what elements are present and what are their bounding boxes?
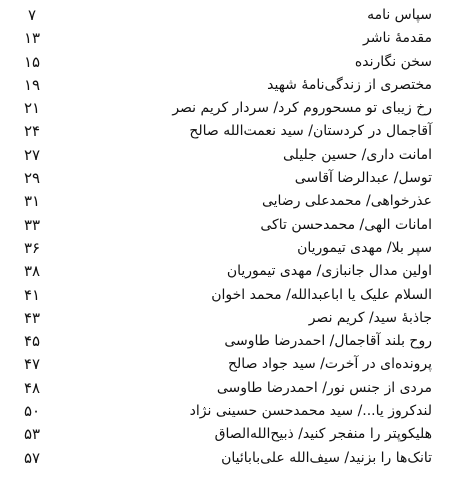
toc-entry-page-number: ۳۶: [23, 238, 41, 257]
toc-entry-title: اولین مدال جانبازی/ مهدی تیموریان: [226, 263, 432, 280]
toc-entry-page-number: ۲۹: [23, 169, 41, 188]
toc-entry-title: رخ زیبای تو مسحوروم کرد/ سردار کریم نصر: [172, 100, 432, 117]
toc-entry-page-number: ۷: [27, 6, 37, 24]
toc-entry-title: مختصری از زندگی‌نامهٔ شهید: [267, 76, 432, 93]
toc-entry-page-number: ۴۷: [23, 355, 41, 374]
toc-entry: [0, 120, 452, 143]
toc-entry-title: جاذبهٔ سید/ کریم نصر: [308, 309, 432, 326]
toc-entry-title: روح بلند آقاجمال/ احمدرضا طاوسی: [224, 333, 432, 350]
toc-entry: [0, 330, 452, 353]
toc-entry: [0, 423, 452, 446]
toc-entry-page-number: ۳۸: [23, 262, 41, 281]
toc-entry-page-number: ۴۳: [23, 308, 41, 327]
toc-entry-page-number: ۵۳: [23, 425, 41, 444]
toc-entry-title: مردی از جنس نور/ احمدرضا طاوسی: [216, 379, 432, 396]
toc-entry-page-number: ۱۳: [23, 29, 41, 48]
toc-entry-page-number: ۳۱: [23, 192, 41, 211]
toc-entry-page-number: ۱۵: [23, 52, 41, 71]
toc-entry: [0, 97, 452, 120]
toc-entry-title: آقاجمال در کردستان/ سید نعمت‌الله صالح: [189, 123, 432, 140]
toc-entry-title: مقدمهٔ ناشر: [362, 30, 432, 47]
toc-entry: [0, 74, 452, 97]
toc-entry: [0, 51, 452, 74]
toc-entry-page-number: ۳۳: [23, 215, 41, 234]
toc-entry: [0, 144, 452, 167]
table-of-contents: [0, 4, 452, 470]
toc-entry-title: عذرخواهی/ محمدعلی رضایی: [261, 193, 432, 210]
toc-entry: [0, 4, 452, 27]
toc-entry-title: السلام علیک یا اباعبدالله/ محمد اخوان: [211, 286, 432, 303]
toc-entry-title: امانت داری/ حسین جلیلی: [282, 146, 432, 163]
toc-entry-title: پرونده‌ای در آخرت/ سید جواد صالح: [228, 356, 432, 373]
toc-entry-page-number: ۲۱: [23, 99, 41, 118]
toc-entry-title: سخن نگارنده: [354, 53, 432, 70]
toc-entry: [0, 27, 452, 50]
toc-entry-title: سپاس نامه: [367, 7, 432, 23]
toc-entry: [0, 447, 452, 470]
toc-entry-page-number: ۴۸: [23, 378, 41, 397]
toc-entry: [0, 377, 452, 400]
toc-entry-title: سپر بلا/ مهدی تیموریان: [297, 239, 432, 256]
toc-entry-page-number: ۵۰: [23, 402, 41, 421]
toc-entry-page-number: ۵۷: [23, 448, 41, 467]
toc-entry-title: امانات الهی/ محمدحسن تاکی: [260, 216, 432, 233]
toc-entry: [0, 190, 452, 213]
toc-entry-page-number: ۴۵: [23, 332, 41, 351]
toc-entry: [0, 167, 452, 190]
toc-entry: [0, 284, 452, 307]
toc-entry-page-number: ۲۷: [23, 145, 41, 164]
toc-entry: [0, 353, 452, 376]
toc-entry-title: هلیکوپتر را منفجر کنید/ ذبیح‌الله‌الصاق: [214, 426, 432, 443]
toc-entry-title: لندکروز یا.../ سید محمدحسن حسینی نژاد: [189, 403, 432, 420]
toc-entry-page-number: ۱۹: [23, 75, 41, 94]
toc-entry-title: توسل/ عبدالرضا آقاسی: [294, 170, 432, 187]
toc-entry-title: تانک‌ها را بزنید/ سیف‌الله علی‌بابائیان: [221, 449, 432, 466]
toc-entry-page-number: ۲۴: [23, 122, 41, 141]
toc-entry: [0, 214, 452, 237]
toc-entry: [0, 307, 452, 330]
toc-entry: [0, 260, 452, 283]
toc-entry: [0, 237, 452, 260]
toc-entry: [0, 400, 452, 423]
toc-entry-page-number: ۴۱: [23, 285, 41, 304]
